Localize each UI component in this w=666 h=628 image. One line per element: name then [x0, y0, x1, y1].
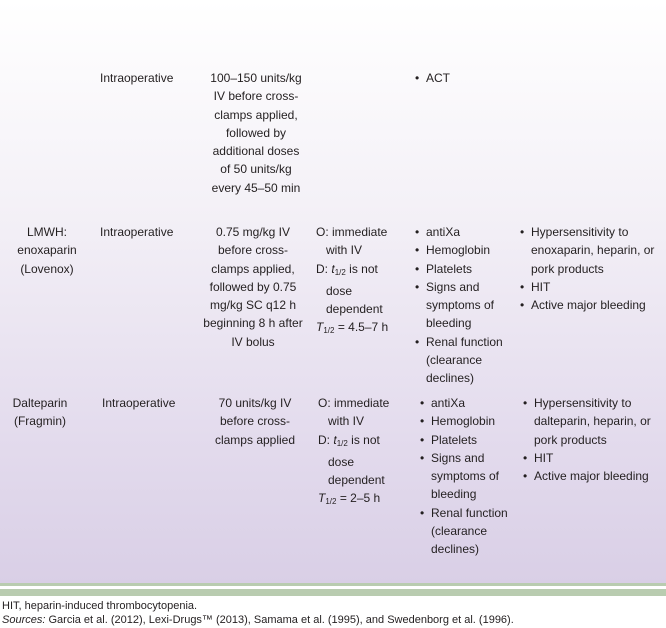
- row-2-contraindications: [520, 223, 662, 314]
- monitoring-item: • Platelets: [415, 260, 510, 278]
- row-3-onset-half-life: [318, 394, 400, 512]
- row-3-dose: 70 units/kg IV before cross-clamps applied: [214, 396, 296, 447]
- monitoring-item: • Hemoglobin: [415, 241, 510, 259]
- contraindication-item: • Hypersensitivity to enoxaparin, heparin, or pork products: [520, 223, 662, 278]
- half-life-line: $T_{1/2} = 2-5$ h: [318, 491, 381, 507]
- duration-line: D: $t_{1/2}$ is not dose dependent: [316, 261, 383, 317]
- row-3-drug: Dalteparin (Fragmin): [12, 396, 68, 429]
- row-3-contraindications: [523, 394, 663, 485]
- contraindication-item: • HIT: [520, 278, 662, 296]
- table-bottom-rule: [0, 583, 666, 586]
- row-2-monitoring: [415, 223, 510, 388]
- row-1-monitoring: [415, 69, 505, 87]
- sources-text: Garcia et al. (2012), Lexi-Drugs™ (2013), Samama et al. (1995), and Swedenborg et al. (1996).: [45, 614, 514, 626]
- row-2-drug: LMWH: enoxaparin (Lovenox): [17, 225, 77, 276]
- monitoring-item: • Signs and symptoms of bleeding: [415, 278, 510, 333]
- contraindication-item: • Active major bleeding: [520, 296, 662, 314]
- monitoring-item: • Signs and symptoms of bleeding: [420, 449, 510, 504]
- onset-line: O: immediate with IV: [316, 225, 388, 258]
- monitoring-item: • Renal function (clearance declines): [415, 333, 510, 388]
- row-1-dose: 100–150 units/kg IV before cross-clamps applied, followed by additional doses of 50 units/kg every 45–50 min: [210, 71, 302, 195]
- monitoring-item: • Hemoglobin: [420, 412, 510, 430]
- contraindication-item: • Active major bleeding: [523, 467, 663, 485]
- row-1-timing: Intraoperative: [100, 71, 174, 85]
- row-3-monitoring: [420, 394, 510, 559]
- row-2-onset-half-life: [316, 223, 398, 341]
- sources-note: [2, 613, 514, 627]
- abbreviation-note: HIT, heparin-induced thrombocytopenia.: [2, 600, 198, 612]
- row-2-timing: Intraoperative: [100, 225, 174, 239]
- monitoring-item: • Platelets: [420, 431, 510, 449]
- half-life-line: $T_{1/2} = 4.5-7$ h: [316, 320, 389, 336]
- row-2-dose: 0.75 mg/kg IV before cross-clamps applied, followed by 0.75 mg/kg SC q12 h beginning 8 h after IV bolus: [203, 225, 303, 349]
- monitoring-item: • Renal function (clearance declines): [420, 504, 510, 559]
- table-bottom-band: [0, 589, 666, 596]
- row-3-timing: Intraoperative: [102, 396, 176, 410]
- monitoring-item: • ACT: [415, 69, 505, 87]
- contraindication-item: • Hypersensitivity to dalteparin, heparin, or pork products: [523, 394, 663, 449]
- onset-line: O: immediate with IV: [318, 396, 390, 429]
- sources-label: Sources:: [2, 614, 46, 626]
- monitoring-item: • antiXa: [415, 223, 510, 241]
- monitoring-item: • antiXa: [420, 394, 510, 412]
- duration-line: D: $t_{1/2}$ is not dose dependent: [318, 432, 385, 488]
- contraindication-item: • HIT: [523, 449, 663, 467]
